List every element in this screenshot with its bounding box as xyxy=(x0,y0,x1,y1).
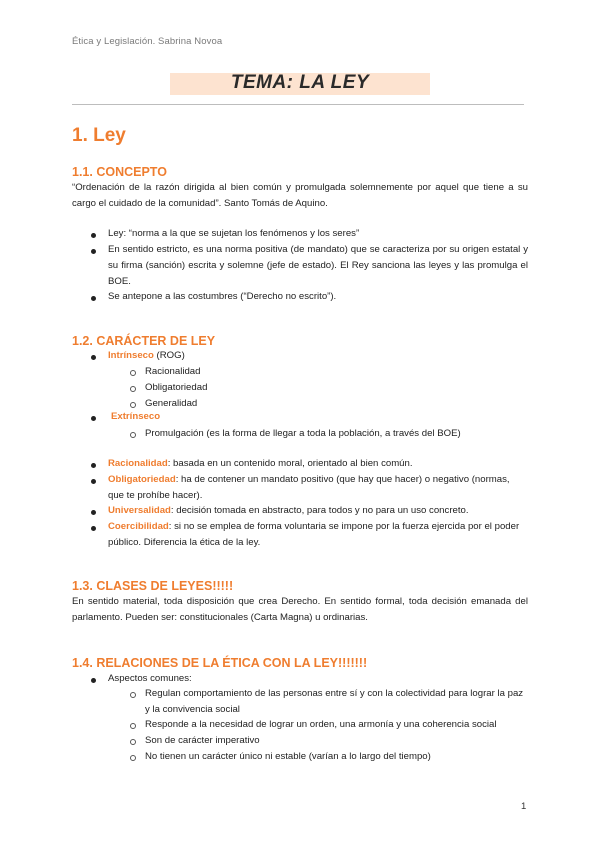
heading-relaciones: 1.4. RELACIONES DE LA ÉTICA CON LA LEY!!!!!!! xyxy=(72,656,368,670)
relaciones-sub-4: No tienen un carácter único ni estable (varían a lo largo del tiempo) xyxy=(145,751,431,762)
bullet-dot xyxy=(91,416,96,421)
extrinseco-sub-1: Promulgación (es la forma de llegar a toda la población, a través del BOE) xyxy=(145,428,461,439)
feature-coercibilidad xyxy=(108,519,528,551)
sub-bullet-circle xyxy=(130,432,136,438)
intrinseco-label: Intrínseco xyxy=(108,350,154,361)
intrinseco-item xyxy=(108,348,185,364)
feature-term: Obligatoriedad xyxy=(108,474,176,485)
feature-text: : si no se emplea de forma voluntaria se impone por la fuerza ejercida por el poder público. Diferencia la ética de la ley. xyxy=(108,521,520,548)
intrinseco-sub-1: Racionalidad xyxy=(145,366,201,377)
running-header: Ética y Legislación. Sabrina Novoa xyxy=(72,36,223,47)
feature-text: : ha de contener un mandato positivo (que hay que hacer) o negativo (normas, que te prohíbe hacer). xyxy=(108,474,510,501)
heading-caracter: 1.2. CARÁCTER DE LEY xyxy=(72,334,216,348)
concepto-bullet-3: Se antepone a las costumbres (“Derecho no escrito”). xyxy=(108,291,337,302)
heading-clases: 1.3. CLASES DE LEYES!!!!! xyxy=(72,579,234,593)
extrinseco-item xyxy=(111,409,160,425)
concepto-bullet-1: Ley: “norma a la que se sujetan los fenómenos y los seres” xyxy=(108,228,360,239)
bullet-dot xyxy=(91,510,96,515)
page-title: TEMA: LA LEY xyxy=(230,72,370,93)
feature-text: : basada en un contenido moral, orientado al bien común. xyxy=(167,458,413,469)
page-number: 1 xyxy=(521,801,527,812)
clases-paragraph: En sentido material, toda disposición que crea Derecho. En sentido formal, toda decisión emanada del parlamento. Pueden ser: constitucionales (Carta Magna) u ordinarias. xyxy=(72,596,528,623)
feature-term: Universalidad xyxy=(108,505,171,516)
feature-racionalidad xyxy=(108,456,528,472)
bullet-dot xyxy=(91,678,96,683)
bullet-dot xyxy=(91,233,96,238)
sub-bullet-circle xyxy=(130,370,136,376)
feature-universalidad xyxy=(108,503,528,519)
bullet-dot xyxy=(91,463,96,468)
concepto-paragraph: “Ordenación de la razón dirigida al bien común y promulgada solemnemente por aquel que tiene a su cargo el cuidado de la comunidad”. Santo Tomás de Aquino. xyxy=(72,182,528,209)
concepto-bullet-2: En sentido estricto, es una norma positiva (de mandato) que se caracteriza por su origen estatal y su firma (sanción) escrita y solemne (jefe de estado). El Rey sanciona las leyes y las promulga el BOE. xyxy=(108,244,528,287)
bullet-dot xyxy=(91,479,96,484)
bullet-dot xyxy=(91,526,96,531)
sub-bullet-circle xyxy=(130,386,136,392)
intrinseco-suffix: (ROG) xyxy=(153,350,185,361)
bullet-dot xyxy=(91,355,96,360)
bullet-dot xyxy=(91,296,96,301)
relaciones-sub-1: Regulan comportamiento de las personas entre sí y con la colectividad para lograr la paz y la convivencia social xyxy=(145,688,524,715)
sub-bullet-circle xyxy=(130,755,136,761)
intrinseco-sub-2: Obligatoriedad xyxy=(145,382,208,393)
sub-bullet-circle xyxy=(130,739,136,745)
bullet-dot xyxy=(91,249,96,254)
sub-bullet-circle xyxy=(130,692,136,698)
title-divider xyxy=(72,104,524,105)
feature-obligatoriedad xyxy=(108,472,528,504)
relaciones-sub-2: Responde a la necesidad de lograr un orden, una armonía y una coherencia social xyxy=(145,719,497,730)
sub-bullet-circle xyxy=(130,402,136,408)
section-heading-ley: 1. Ley xyxy=(72,125,126,146)
heading-concepto: 1.1. CONCEPTO xyxy=(72,165,167,179)
extrinseco-label: Extrínseco xyxy=(111,411,161,422)
relaciones-bullet: Aspectos comunes: xyxy=(108,673,192,684)
feature-text: : decisión tomada en abstracto, para todos y no para un uso concreto. xyxy=(170,505,469,516)
intrinseco-sub-3: Generalidad xyxy=(145,398,198,409)
feature-term: Coercibilidad xyxy=(108,521,169,532)
sub-bullet-circle xyxy=(130,723,136,729)
relaciones-sub-3: Son de carácter imperativo xyxy=(145,735,260,746)
feature-term: Racionalidad xyxy=(108,458,168,469)
